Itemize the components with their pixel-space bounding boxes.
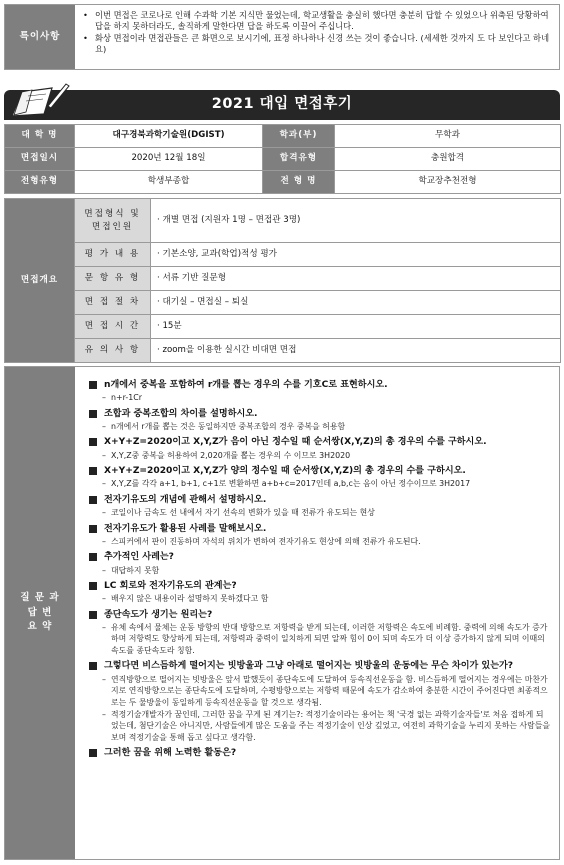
- univ-label: 대 학 명: [5, 125, 75, 148]
- title-banner: [4, 90, 560, 120]
- question-text: 종단속도가 생기는 원리는?: [104, 609, 213, 620]
- answer-text: 적정기술개발자가 꿈인데, 그러한 꿈을 꾸게 된 계기는?: 적정기술이라는 용어는 책 '국경 없는 과학기술자들'로 처음 접하게 되었는데, 첨단기술은 아니지만, 사람들에게 많은 도움을 주는 적정기술이 인상 깊었고, 여전히 과학기술을 누리지 못하는 사람들을 보며 적정기술을 통해 돕고 싶다고 생각함.: [111, 710, 551, 742]
- question: [89, 580, 551, 592]
- special-notes-body: [75, 5, 559, 69]
- question: [89, 660, 551, 672]
- question: [89, 523, 551, 535]
- special-notes-label: 특이사항: [5, 5, 75, 69]
- question-text: n개에서 중복을 포함하여 r개를 뽑는 경우의 수를 기호C로 표현하시오.: [104, 380, 388, 390]
- answer-text: 연직방향으로 떨어지는 빗방울은 앞서 말했듯이 종단속도에 도달하여 등속직선운동을 함. 비스듬하게 떨어지는 경우에는 마찬가지로 연직방향으로는 종단속도에 도달하며, 수평방향으로는 저항력 때문에 속도가 감소하여 충분한 시간이 주어진다면 최종적으로는 두 물방울이 동일하게 등속직선운동을 할 것으로 생각됨.: [111, 674, 548, 707]
- answer: [89, 674, 551, 708]
- bullet-icon: •: [83, 10, 88, 20]
- dash-bullet: –: [102, 594, 106, 604]
- overview-table: [4, 198, 561, 363]
- overview-row-value: · zoom을 이용한 실시간 비대면 면접: [151, 339, 561, 363]
- question: [89, 494, 551, 506]
- result-value: 충원합격: [335, 148, 561, 171]
- answer: [89, 507, 551, 518]
- question: [89, 465, 551, 477]
- answer-text: 배우지 않은 내용이라 설명하지 못하겠다고 함: [111, 594, 269, 604]
- overview-label: 면접개요: [5, 199, 75, 363]
- question-text: 조합과 중복조합의 차이를 설명하시오.: [104, 408, 258, 419]
- type-value: 학생부종합: [75, 171, 263, 194]
- special-notes-box: [4, 4, 560, 70]
- square-bullet-icon: [89, 381, 97, 389]
- special-note-text: 화상 면접이라 면접관들은 큰 화면으로 보시기에, 표정 하나하나 신경 쓰는 것이 좋습니다. (세세한 것까지 도 다 보인다고 하네요): [95, 32, 550, 55]
- question-text: X+Y+Z=2020이고 X,Y,Z가 양의 정수일 때 순서쌍(X,Y,Z)의 총 경우의 수를 구하시오.: [104, 466, 466, 477]
- answer-text: 대답하지 못함: [111, 565, 160, 575]
- admission-label: 전 형 명: [263, 171, 335, 194]
- square-bullet-icon: [89, 467, 97, 475]
- square-bullet-icon: [89, 410, 97, 418]
- question: [89, 408, 551, 420]
- date-value: 2020년 12월 18일: [75, 148, 263, 171]
- info-row: [5, 148, 561, 171]
- info-table: [4, 124, 561, 194]
- question: [89, 379, 551, 391]
- square-bullet-icon: [89, 582, 97, 590]
- dash-bullet: –: [102, 674, 106, 684]
- overview-row: [5, 243, 561, 267]
- special-note-text: 이번 면접은 코로나로 인해 수과학 기본 지식만 물었는데, 학교생활을 충실히 했다면 충분히 답할 수 있었으나 위축된 당황하여 답을 하지 못하더라도, 솔직하게 말한다면 답을 하도록 이끌어 주십니다.: [95, 10, 549, 32]
- overview-row-label: 면 접 절 차: [75, 291, 151, 315]
- question-text: X+Y+Z=2020이고 X,Y,Z가 음이 아닌 정수일 때 순서쌍(X,Y,Z)의 총 경우의 수를 구하시오.: [104, 437, 487, 448]
- answer: [89, 478, 551, 489]
- result-label: 합격유형: [263, 148, 335, 171]
- square-bullet-icon: [89, 438, 97, 446]
- question-text: 추가적인 사례는?: [104, 552, 174, 563]
- answer-text: 코일이나 금속도 선 내에서 자기 선속의 변화가 있을 때 전류가 유도되는 현상: [111, 508, 375, 518]
- overview-row-label: 평 가 내 용: [75, 243, 151, 267]
- overview-row-value: · 서류 기반 질문형: [151, 267, 561, 291]
- overview-row-label: 면 접 시 간: [75, 315, 151, 339]
- dash-bullet: –: [102, 710, 106, 719]
- question-text: 그러한 꿈을 위해 노력한 활동은?: [104, 748, 237, 759]
- dash-bullet: –: [102, 479, 106, 489]
- answer: [89, 421, 551, 432]
- answer: [89, 536, 551, 547]
- answer-text: n개에서 r개를 뽑는 것은 동일하지만 중복조합의 경우 중복을 허용함: [111, 421, 346, 431]
- admission-value: 학교장추천전형: [335, 171, 561, 194]
- overview-row-label: 면접형식 및 면접인원: [75, 199, 151, 243]
- answer-text: 유체 속에서 물체는 운동 방향의 반대 방향으로 저항력을 받게 되는데, 이러한 저항력은 속도에 비례함. 중력에 의해 속도가 증가하며 저항력도 향상하게 되는데, 저항력과 중력이 일치하게 되면 알짜 힘이 0이 되며 속도가 더 이상 증가하지 않게 되며 이때의 속도를 종단속도라 칭함.: [111, 623, 548, 655]
- square-bullet-icon: [89, 496, 97, 504]
- dept-label: 학과(부): [263, 125, 335, 148]
- qa-label: 질 문 과 답 변 요 약: [5, 367, 75, 859]
- overview-row-value: · 기본소양, 교과(학업)적성 평가: [151, 243, 561, 267]
- univ-value: 대구경북과학기술원(DGIST): [75, 125, 263, 148]
- overview-row: [5, 339, 561, 363]
- date-label: 면접일시: [5, 148, 75, 171]
- special-note-item: [83, 10, 551, 33]
- answer: [89, 392, 551, 403]
- answer: [89, 709, 551, 743]
- overview-row: [5, 315, 561, 339]
- question-text: 그렇다면 비스듬하게 떨어지는 빗방울과 그냥 아래로 떨어지는 빗방울의 운동에는 무슨 차이가 있는가?: [104, 661, 514, 672]
- dash-bullet: –: [102, 393, 106, 403]
- answer-text: X,Y,Z중 중복을 허용하여 2,020개를 뽑는 경우의 수 이므로 3H2020: [111, 450, 351, 460]
- overview-row-label: 문 항 유 형: [75, 267, 151, 291]
- info-row: [5, 171, 561, 194]
- square-bullet-icon: [89, 553, 97, 561]
- answer-text: n+r-1Cr: [111, 393, 142, 403]
- special-note-item: [83, 33, 551, 56]
- square-bullet-icon: [89, 749, 97, 757]
- answer: [89, 565, 551, 576]
- qa-body: [75, 367, 559, 859]
- question: [89, 747, 551, 759]
- dash-bullet: –: [102, 508, 106, 518]
- square-bullet-icon: [89, 525, 97, 533]
- banner-title: 2021 대입 면접후기: [211, 96, 353, 113]
- dash-bullet: –: [102, 536, 106, 546]
- type-label: 전형유형: [5, 171, 75, 194]
- dept-value: 무학과: [335, 125, 561, 148]
- qa-section: [4, 366, 560, 860]
- square-bullet-icon: [89, 662, 97, 670]
- overview-row: [5, 267, 561, 291]
- dash-bullet: –: [102, 421, 106, 431]
- question: [89, 551, 551, 563]
- question: [89, 436, 551, 448]
- answer: [89, 622, 551, 656]
- question-text: LC 회로와 전자기유도의 관계는?: [104, 581, 237, 592]
- question-text: 전자기유도가 활용된 사례를 말해보시오.: [104, 523, 267, 534]
- dash-bullet: –: [102, 565, 106, 575]
- overview-row-value: · 대기실 – 면접실 – 퇴실: [151, 291, 561, 315]
- overview-row-value: · 15분: [151, 315, 561, 339]
- dash-bullet: –: [102, 450, 106, 460]
- question-text: 전자기유도의 개념에 관해서 설명하시오.: [104, 494, 267, 505]
- overview-row-label: 유 의 사 항: [75, 339, 151, 363]
- answer-text: 스피커에서 판이 진동하며 자석의 위치가 변하여 전자기유도 현상에 의해 전류가 유도된다.: [111, 536, 421, 546]
- answer-text: X,Y,Z를 각각 a+1, b+1, c+1로 변환하면 a+b+c=2017인데 a,b,c는 음이 아닌 정수이므로 3H2017: [111, 479, 471, 489]
- answer: [89, 593, 551, 604]
- answer: [89, 450, 551, 461]
- square-bullet-icon: [89, 611, 97, 619]
- question: [89, 609, 551, 621]
- overview-row: [5, 199, 561, 243]
- dash-bullet: –: [102, 623, 106, 633]
- overview-row: [5, 291, 561, 315]
- info-row: [5, 125, 561, 148]
- bullet-icon: •: [83, 32, 88, 43]
- overview-row-value: · 개별 면접 (지원자 1명 – 면접관 3명): [151, 199, 561, 243]
